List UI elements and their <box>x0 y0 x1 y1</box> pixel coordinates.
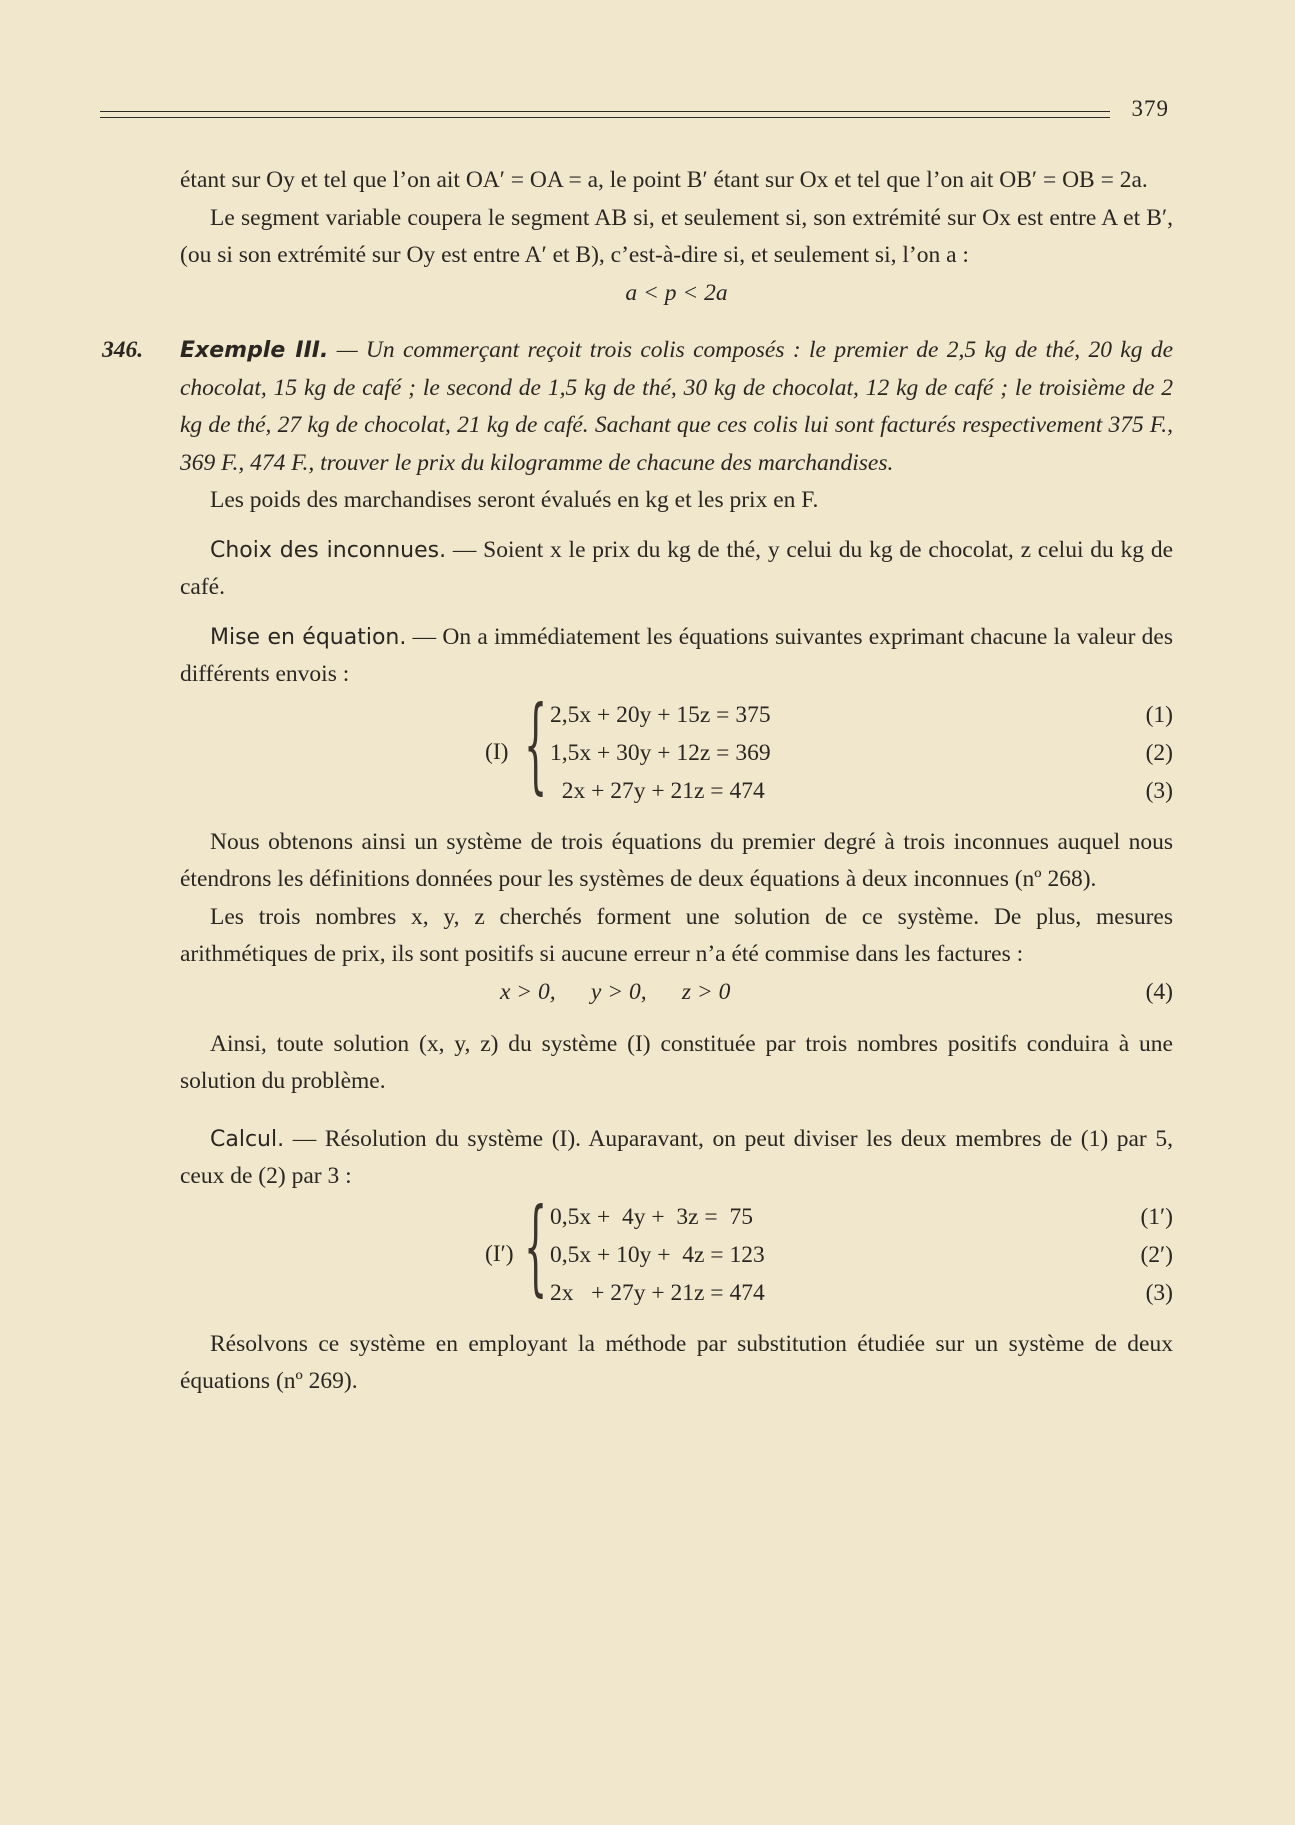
section-text: — On a immédiatement les équations suivantes exprimant chacune la valeur des différents envois : <box>180 623 1173 687</box>
equation: 2x + 27y + 21z = 474 <box>550 777 765 804</box>
example-number: 346. <box>102 337 144 363</box>
equation: 2x + 27y + 21z = 474 <box>550 1279 765 1306</box>
paragraph: Le segment variable coupera le segment AB si, et seulement si, son extrémité sur Ox est entre A et B′, (ou si son extrémité sur Oy est entre A′ et B), c’est-à-dire si, et seulement si, l’on a : <box>180 204 1173 268</box>
header-rule <box>100 111 1110 112</box>
equation-tag: (1′) <box>1140 1203 1173 1230</box>
brace: { <box>524 1184 548 1307</box>
section-heading: Choix des inconnues. <box>210 537 447 563</box>
equation-system-1 <box>180 682 1173 812</box>
paragraph: Les poids des marchandises seront évalués en kg et les prix en F. <box>210 487 819 513</box>
equation-list <box>550 696 771 810</box>
positivity-conditions <box>180 974 1173 1014</box>
system-label: (I′) <box>485 1240 514 1267</box>
system-label: (I) <box>485 738 509 765</box>
equation-list <box>550 1198 765 1312</box>
paragraph: Nous obtenons ainsi un système de trois équations du premier degré à trois inconnues auquel nous étendrons les définitions données pour les systèmes de deux équations à deux inconnues (nº 268). <box>180 828 1173 892</box>
equation: 1,5x + 30y + 12z = 369 <box>550 739 771 766</box>
example-paragraph <box>102 332 1174 482</box>
inequality: a < p < 2a <box>625 279 728 306</box>
equation-tag: (3) <box>1145 1279 1173 1306</box>
paragraph: Résolvons ce système en employant la méthode par substitution étudiée sur un système de deux équations (nº 269). <box>180 1330 1173 1394</box>
equation-tag: (2′) <box>1140 1241 1173 1268</box>
example-text: — Un commerçant reçoit trois colis composés : le premier de 2,5 kg de thé, 20 kg de chocolat, 15 kg de café ; le second de 1,5 kg de thé, 30 kg de chocolat, 12 kg de café ; le troisième de 2 kg de thé, 27 kg de chocolat, 21 kg de café. Sachant que ces colis lui sont facturés respectivement 375 F., 369 F., 474 F., trouver le prix du kilogramme de chacune des marchandises. <box>180 337 1174 476</box>
equation-tag: (2) <box>1145 739 1173 766</box>
section-heading: Mise en équation. <box>210 624 407 650</box>
page-number: 379 <box>1131 96 1169 121</box>
equation-tag: (1) <box>1145 701 1173 728</box>
choix-paragraph <box>180 532 1173 607</box>
section-text: — Résolution du système (I). Auparavant, on peut diviser les deux membres de (1) par 5, ceux de (2) par 3 : <box>180 1125 1173 1189</box>
equation-tags <box>1140 1198 1173 1312</box>
brace: { <box>524 682 548 805</box>
calcul-paragraph <box>180 1121 1173 1196</box>
paragraph: étant sur Oy et tel que l’on ait OA′ = OA = a, le point B′ étant sur Ox et tel que l’on ait OB′ = OB = 2a. <box>180 167 1148 193</box>
example-title: Exemple III. <box>180 338 329 363</box>
inequality: x > 0, y > 0, z > 0 <box>500 978 731 1005</box>
section-heading: Calcul. <box>210 1126 285 1152</box>
mise-paragraph <box>180 619 1173 694</box>
equation-system-2 <box>180 1184 1173 1314</box>
equation: 0,5x + 10y + 4z = 123 <box>550 1241 765 1268</box>
header-rule <box>100 117 1110 118</box>
equation: 0,5x + 4y + 3z = 75 <box>550 1203 753 1230</box>
equation-tag: (3) <box>1145 777 1173 804</box>
page-body <box>102 162 1174 1401</box>
equation-tag: (4) <box>1145 978 1173 1005</box>
equation: 2,5x + 20y + 15z = 375 <box>550 701 771 728</box>
equation-tags <box>1146 696 1173 810</box>
section-text: — Soient x le prix du kg de thé, y celui du kg de chocolat, z celui du kg de café. <box>180 536 1174 600</box>
paragraph: Ainsi, toute solution (x, y, z) du système (I) constituée par trois nombres positifs conduira à une solution du problème. <box>180 1030 1173 1094</box>
paragraph: Les trois nombres x, y, z cherchés forment une solution de ce système. De plus, mesures arithmétiques de prix, ils sont positifs si aucune erreur n’a été commise dans les factures : <box>180 903 1173 967</box>
